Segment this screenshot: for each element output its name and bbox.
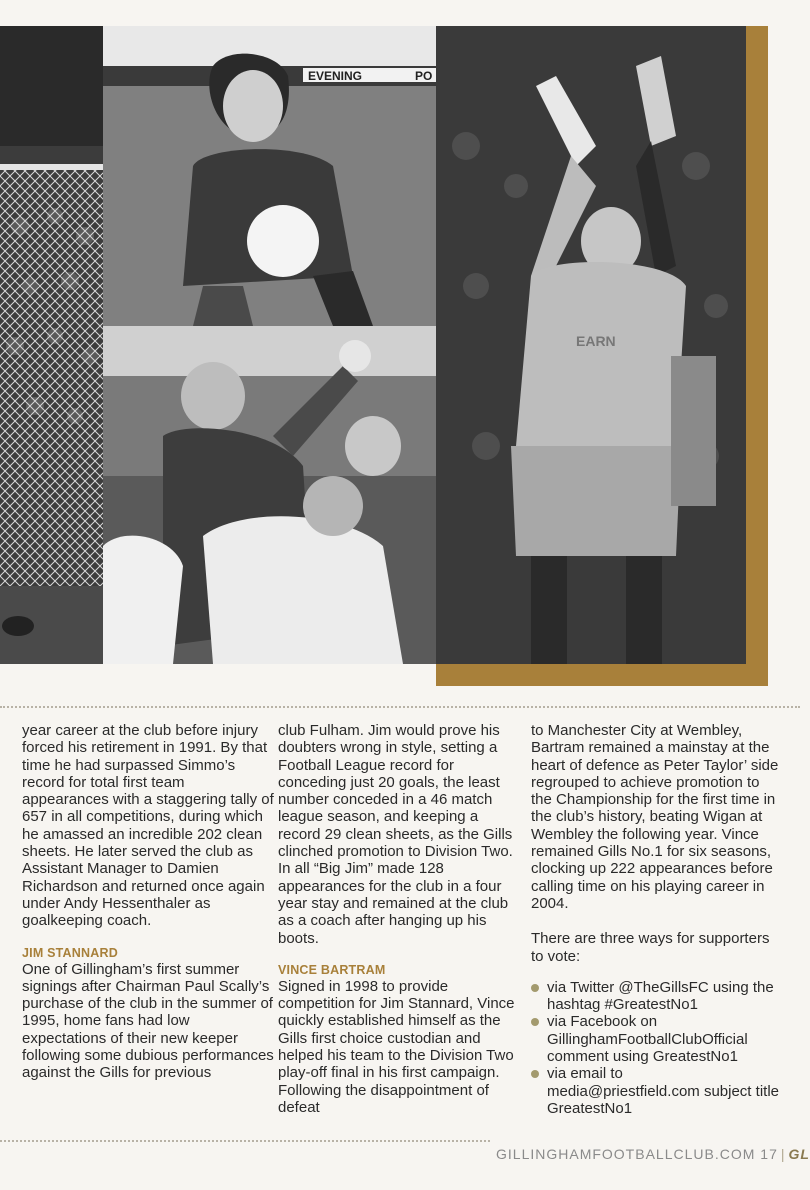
page-footer [496,1146,810,1162]
shirt-sponsor-text: EARN [576,333,616,349]
photo-goalkeeper-crouching [103,26,436,326]
photo-goalkeeper-punching-image [103,326,436,664]
section-divider [0,706,800,708]
club-logo-icon: GL [788,1146,810,1162]
footer-page-number: 17 [760,1146,778,1162]
footer-separator: | [780,1146,786,1162]
banner-text: EVENING [308,69,363,83]
photo-goalkeeper-diving [0,26,103,664]
photo-goalkeeper-applauding-image [436,26,746,664]
vote-option-email: via email to media@priestfield.com subject title GreatestNo1 [531,1065,779,1117]
article-column-3 [531,722,779,1117]
footer-divider [0,1140,490,1142]
vote-intro: There are three ways for supporters to vote: [531,930,770,965]
jim-stannard-heading: JIM STANNARD [22,945,118,960]
column-3-text: to Manchester City at Wembley, Bartram remained a mainstay at the heart of defence as Peter Taylor’ side regrouped to achieve promotion to the Championship for the first time in the club’s history, beating Wigan at Wembley the following year. Vince remained Gills No.1 for six seasons, clocking up 222 appearances before calling time on his playing career in 2004. [531,722,779,912]
vote-options-list [531,979,779,1117]
column-2-intro: club Fulham. Jim would prove his doubters wrong in style, setting a Football League record for conceding just 20 goals, the least number conceded in a 46 match league season, and keeping a record 29 clean sheets, as the Gills clinched promotion to Division Two. In all “Big Jim” made 128 appearances for the club in a four year stay and remained at the club as a coach after hanging up his boots. [278,722,513,947]
banner-text-2: PO [415,69,433,83]
article-column-2 [278,722,524,1116]
photo-goalkeeper-applauding [436,26,746,664]
jim-stannard-text: One of Gillingham’s first summer signings after Chairman Paul Scally’s purchase of the club in the summer of 1995, home fans had low expectations of their new keeper following some dubious performances against the Gills for previous [22,960,274,1082]
article-column-1 [22,722,274,1082]
vote-option-facebook: via Facebook on GillinghamFootballClubOfficial comment using GreatestNo1 [531,1013,779,1065]
gold-frame-bottom [436,664,768,686]
gold-frame-right [746,26,768,686]
vince-bartram-heading: VINCE BARTRAM [278,962,386,977]
vince-bartram-text: Signed in 1998 to provide competition for Jim Stannard, Vince quickly established himself as the Gills first choice custodian and helped his team to the Division Two play-off final in his first campaign. Following the disappointment of defeat [278,977,515,1116]
vote-option-twitter: via Twitter @TheGillsFC using the hashtag #GreatestNo1 [531,979,779,1014]
column-1-intro: year career at the club before injury forced his retirement in 1991. By that time he had surpassed Simmo’s record for total first team appearances with a staggering tally of 657 in all competitions, during which he amassed an incredible 202 clean sheets. He later served the club as Assistant Manager to Damien Richardson and returned once again under Andy Hessenthaler as goalkeeping coach. [22,722,274,930]
photo-goalkeeper-diving-image [0,26,103,664]
photo-goalkeeper-crouching-image [103,26,436,326]
photo-goalkeeper-punching [103,326,436,664]
footer-site: GILLINGHAMFOOTBALLCLUB.COM [496,1146,756,1162]
